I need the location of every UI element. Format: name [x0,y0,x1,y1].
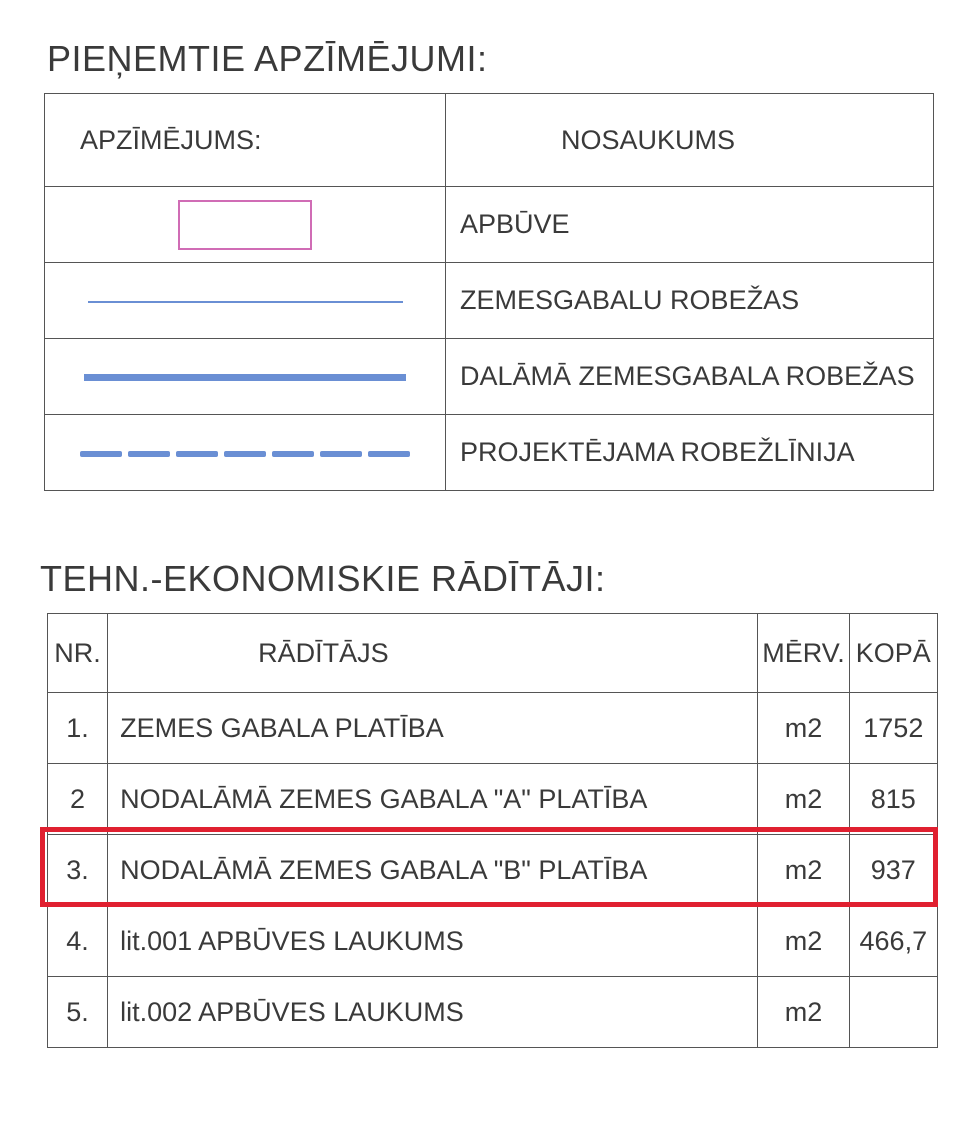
legend-name: APBŪVE [446,187,934,263]
row-indicator: lit.001 APBŪVES LAUKUMS [108,906,758,977]
row-unit: m2 [758,977,849,1048]
row-nr: 5. [48,977,108,1048]
row-nr: 3. [48,835,108,906]
row-total: 937 [849,835,937,906]
legend-row [45,263,934,339]
tech-header-row [48,614,938,693]
table-row [48,835,938,906]
tech-col-unit: MĒRV. [758,614,849,693]
legend-name: PROJEKTĒJAMA ROBEŽLĪNIJA [446,415,934,491]
row-total [849,977,937,1048]
legend-name: ZEMESGABALU ROBEŽAS [446,263,934,339]
legend-symbol-cell [45,187,446,263]
row-nr: 4. [48,906,108,977]
tech-col-indicator: RĀDĪTĀJS [108,614,758,693]
table-row [48,693,938,764]
row-unit: m2 [758,764,849,835]
row-unit: m2 [758,906,849,977]
magenta-rectangle-icon [178,200,312,250]
row-nr: 2 [48,764,108,835]
row-indicator: lit.002 APBŪVES LAUKUMS [108,977,758,1048]
legend-name: DALĀMĀ ZEMESGABALA ROBEŽAS [446,339,934,415]
row-indicator: ZEMES GABALA PLATĪBA [108,693,758,764]
legend-symbol-cell [45,263,446,339]
row-unit: m2 [758,693,849,764]
legend-title: PIEŅEMTIE APZĪMĒJUMI: [47,38,488,79]
legend-col-symbol: APZĪMĒJUMS: [45,94,446,187]
legend-table [44,93,934,491]
thin-blue-line-icon [88,301,403,303]
legend-header-row [45,94,934,187]
dashed-blue-line-icon [80,451,410,457]
legend-row [45,415,934,491]
row-indicator: NODALĀMĀ ZEMES GABALA "B" PLATĪBA [108,835,758,906]
legend-symbol-cell [45,415,446,491]
row-total: 815 [849,764,937,835]
table-row [48,977,938,1048]
tech-table [47,613,938,1048]
tech-col-nr: NR. [48,614,108,693]
row-nr: 1. [48,693,108,764]
row-total: 1752 [849,693,937,764]
thick-blue-line-icon [84,374,406,381]
row-total: 466,7 [849,906,937,977]
row-unit: m2 [758,835,849,906]
tech-col-total: KOPĀ [849,614,937,693]
table-row [48,906,938,977]
legend-symbol-cell [45,339,446,415]
tech-title: TEHN.-EKONOMISKIE RĀDĪTĀJI: [40,558,606,599]
table-row [48,764,938,835]
row-indicator: NODALĀMĀ ZEMES GABALA "A" PLATĪBA [108,764,758,835]
legend-col-name: NOSAUKUMS [446,94,934,187]
legend-row [45,187,934,263]
legend-row [45,339,934,415]
